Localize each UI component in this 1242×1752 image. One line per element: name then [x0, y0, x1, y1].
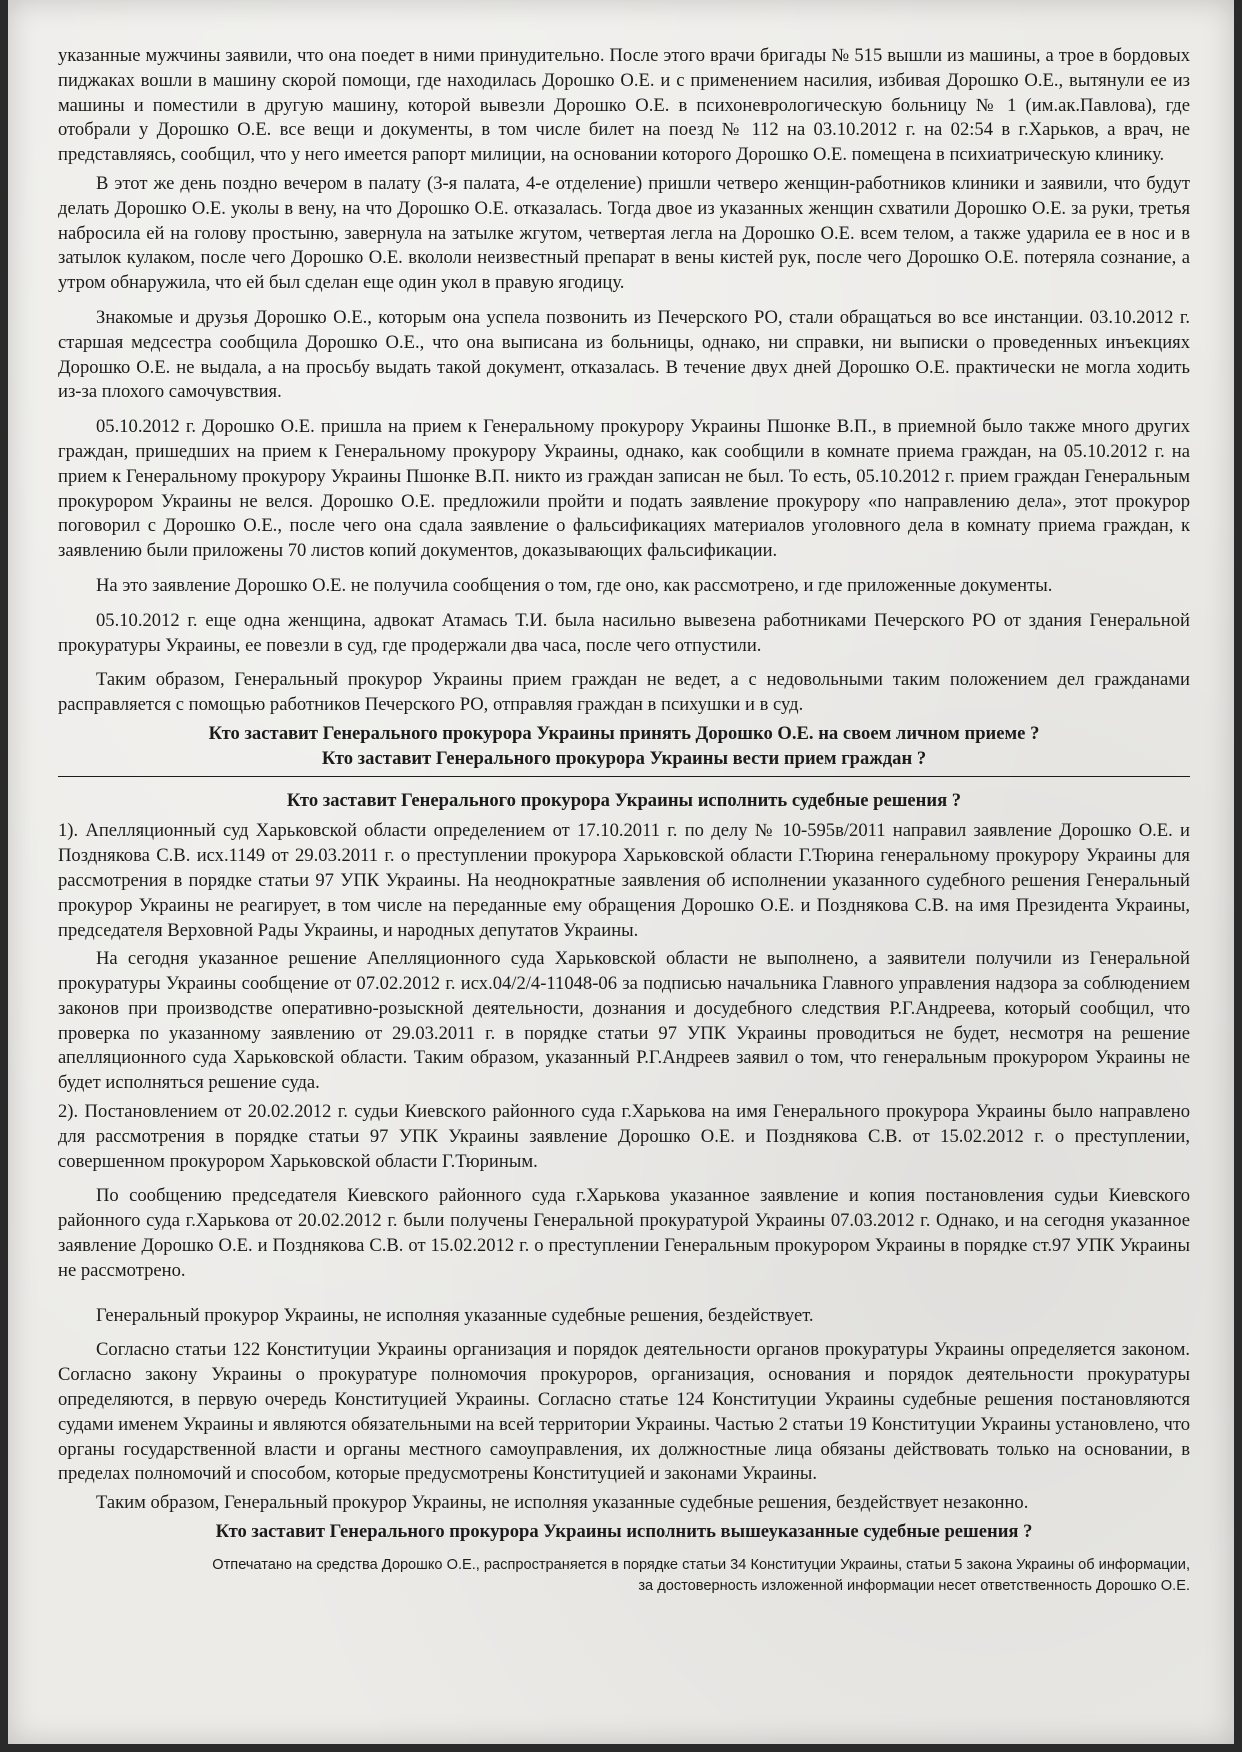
question-heading-court-decisions: Кто заставит Генерального прокурора Украины исполнить судебные решения ?: [286, 789, 962, 811]
paragraph-constitution: Согласно статьи 122 Конституции Украины организация и порядок деятельности органов прокуратуры Украины определяется законом. Согласно закону Украины о прокуратуре полномочия прокуроров, организация, основания и порядок деятельности прокуратуры определяются, в первую очередь Конституцией Украины. Согласно статье 124 Конституции Украины судебные решения постановляются судами именем Украины и являются обязательными на всей территории Украины. Частью 2 статьи 19 Конституции Украины установлено, что органы государственной власти и органы местного самоуправления, их должностные лица обязаны действовать только на основании, в пределах полномочий и способом, которые предусмотрены Конституцией и законами Украины.: [58, 1339, 1190, 1485]
paragraph-reception-visit: 05.10.2012 г. Дорошко О.Е. пришла на прием к Генеральному прокурору Украины Пшонке В.П., в приемной было также много других граждан, пришедших на прием к Генеральному прокурору Украины, однако, как сообщили в комнате приема граждан, на 05.10.2012 г. на прием к Генеральному прокурору Украины Пшонке В.П. никто из граждан записан не был. То есть, 05.10.2012 г. прием граждан Генеральным прокурором Украины не велся. Дорошко О.Е. предложили пройти и подать заявление прокурору «по направлению дела», этот прокурор поговорил с Дорошко О.Е., после чего она сдала заявление о фальсификациях материалов уголовного дела в комнату приема граждан, к заявлению были приложены 70 листов копий документов, доказывающих фальсификации.: [58, 416, 1190, 562]
question-block-reception: [58, 722, 1190, 772]
paragraph-item-2: 2). Постановлением от 20.02.2012 г. судьи Киевского районного суда г.Харькова на имя Генерального прокурора Украины было направлено для рассмотрения в порядке статьи 97 УПК Украины заявление Дорошко О.Е. и Позднякова С.В. от 15.02.2012 г. о преступлении, совершенном прокурором Харьковской области Г.Тюриным.: [58, 1101, 1190, 1172]
question-heading-personal-reception: Кто заставит Генерального прокурора Украины принять Дорошко О.Е. на своем личном приеме ?: [208, 722, 1040, 744]
document-sheet: [8, 0, 1234, 1744]
paragraph-unlawful-inaction: Таким образом, Генеральный прокурор Украины, не исполняя указанные судебные решения, бездействует незаконно.: [96, 1492, 1029, 1514]
imprint-line-1: Отпечатано на средства Дорошко О.Е., распространяется в порядке статьи 34 Конституции Украины, статьи 5 закона Украины об информации,: [212, 1556, 1190, 1573]
document-body: [58, 44, 1190, 1597]
paragraph-ward-injection: В этот же день поздно вечером в палату (3-я палата, 4-е отделение) пришли четверо женщин-работников клиники и заявили, что будут делать Дорошко О.Е. уколы в вену, на что Дорошко О.Е. отказалась. Тогда двое из указанных женщин схватили Дорошко О.Е. за руки, третья набросила ей на голову простыню, завернула на затылке жгутом, четвертая легла на Дорошко О.Е. всем телом, а также ударила ее в нос и в затылок кулаком, после чего Дорошко О.Е. вкололи неизвестный препарат в вены кистей рук, после чего Дорошко О.Е. потеряла сознание, а утром обнаружила, что ей был сделан еще один укол в правую ягодицу.: [58, 172, 1190, 294]
paragraph-no-reply: На это заявление Дорошко О.Е. не получила сообщения о том, где оно, как рассмотрено, и где приложенные документы.: [96, 574, 1053, 596]
imprint-footer: [58, 1555, 1190, 1597]
section-divider: [58, 776, 1190, 777]
question-heading-final: Кто заставит Генерального прокурора Украины исполнить вышеуказанные судебные решения ?: [215, 1521, 1033, 1543]
paragraph-kiev-court: По сообщению председателя Киевского районного суда г.Харькова указанное заявление и копия постановления судьи Киевского районного суда г.Харькова от 20.02.2012 г. были получены Генеральной прокуратурой Украины 07.03.2012 г. Однако, и на сегодня указанное заявление Дорошко О.Е. и Позднякова С.В. от 15.02.2012 г. о преступлении Генеральным прокурором Украины в порядке ст.97 УПК Украины не рассмотрено.: [58, 1185, 1190, 1281]
paragraph-conclusion-reception: Таким образом, Генеральный прокурор Украины прием граждан не ведет, а с недовольными таким положением дел гражданами расправляется с помощью работников Печерского РО, отправляя граждан в психушки и в суд.: [58, 669, 1190, 716]
paragraph-discharge: Знакомые и друзья Дорошко О.Е., которым она успела позвонить из Печерского РО, стали обращаться во все инстанции. 03.10.2012 г. старшая медсестра сообщила Дорошко О.Е., что она выписана из больницы, однако, ни справки, ни выписки о проведенных инъекциях Дорошко О.Е. не выдала, а на просьбу выдать такой документ, отказалась. В течение двух дней Дорошко О.Е. практически не могла ходить из-за плохого самочувствия.: [58, 306, 1190, 403]
question-heading-citizen-reception: Кто заставит Генерального прокурора Украины вести прием граждан ?: [321, 747, 927, 769]
paragraph-lawyer: 05.10.2012 г. еще одна женщина, адвокат Атамась Т.И. была насильно вывезена работниками Печерского РО от здания Генеральной прокуратуры Украины, ее повезли в суд, где продержали два часа, после чего отпустили.: [58, 609, 1190, 656]
paragraph-inaction: Генеральный прокурор Украины, не исполняя указанные судебные решения, бездействует.: [96, 1304, 814, 1326]
paragraph-appeal-unfulfilled: На сегодня указанное решение Апелляционного суда Харьковской области не выполнено, а заявители получили из Генеральной прокуратуры Украины сообщение от 07.02.2012 г. исх.04/2/4-11048-06 за подписью начальника Главного управления надзора за соблюдением законов при производстве оперативно-розыскной деятельности, дознания и досудебного следствия Р.Г.Андреева, который сообщил, что проверка по указанному заявлению от 29.03.2011 г. в порядке статьи 97 УПК Украины проводиться не будет, несмотря на решение апелляционного суда Харьковской области. Таким образом, указанный Р.Г.Андреев заявил о том, что генеральным прокурором Украины не будет исполняться решение суда.: [58, 948, 1190, 1094]
paragraph-abduction: указанные мужчины заявили, что она поедет в ними принудительно. После этого врачи бригады № 515 вышли из машины, а трое в бордовых пиджаках вошли в машину скорой помощи, где находилась Дорошко О.Е. и с применением насилия, избивая Дорошко О.Е., вытянули ее из машины и поместили в другую машину, которой вывезли Дорошко О.Е. в психоневрологическую больницу № 1 (им.ак.Павлова), где отобрали у Дорошко О.Е. все вещи и документы, в том числе билет на поезд № 112 на 03.10.2012 г. на 02:54 в г.Харьков, а врач, не представляясь, сообщил, что у него имеется рапорт милиции, на основании которого Дорошко О.Е. помещена в психиатрическую клинику.: [58, 45, 1190, 166]
imprint-line-2: за достоверность изложенной информации несет ответственность Дорошко О.Е.: [638, 1577, 1190, 1594]
paragraph-item-1: 1). Апелляционный суд Харьковской области определением от 17.10.2011 г. по делу № 10-595в/2011 направил заявление Дорошко О.Е. и Позднякова С.В. исх.1149 от 29.03.2011 г. о преступлении прокурора Харьковской области Г.Тюрина генеральному прокурору Украины для рассмотрения в порядке статьи 97 УПК Украины. На неоднократные заявления об исполнении указанного судебного решения Генеральный прокурор Украины не реагирует, в том числе на переданные ему обращения Дорошко О.Е. и Позднякова С.В. на имя Президента Украины, председателя Верховной Рады Украины, и народных депутатов Украины.: [58, 820, 1190, 941]
